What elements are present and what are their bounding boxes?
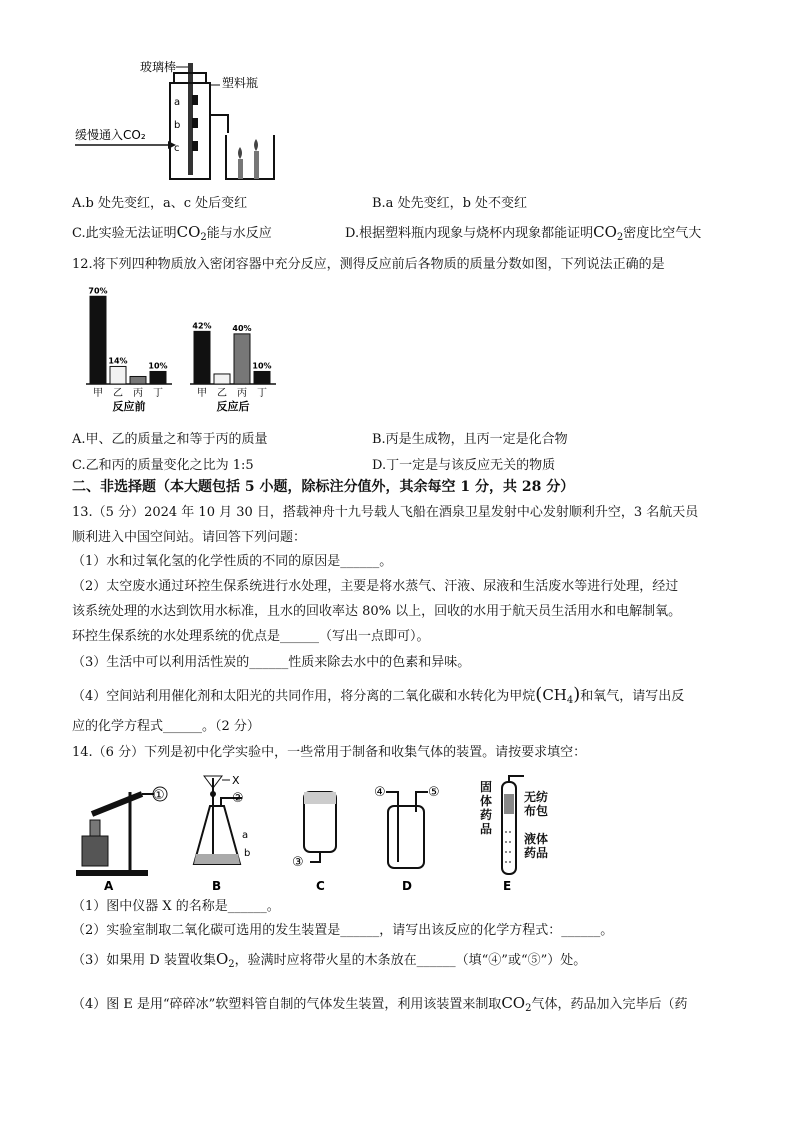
data-label: 10% [148, 361, 168, 371]
category-label: 丁 [153, 388, 163, 399]
q12-option-d: D.丁一定是与该反应无关的物质 [372, 458, 556, 473]
data-label: 42% [192, 321, 212, 331]
data-label: 14% [108, 356, 128, 366]
category-label: 甲 [197, 388, 207, 399]
q13-part2-a: （2）太空废水通过环控生保系统进行水处理，主要是将水蒸气、汗液、尿液和生活废水等进行处理，经过 [72, 579, 679, 594]
q13-part4-b: 应的化学方程式______。（2 分） [72, 719, 260, 734]
co2-experiment-figure [70, 55, 280, 185]
q14-part4 [72, 994, 688, 1018]
q12-option-a: A.甲、乙的质量之和等于丙的质量 [72, 432, 268, 447]
q14-p4-pre: （4）图 E 是用“碎碎冰”软塑料管自制的气体发生装置，利用该装置来制取 [72, 997, 502, 1012]
q12-bar-charts [86, 284, 286, 414]
label-e-caption: E [503, 879, 512, 892]
q11-c-pre: C.此实验无法证明 [72, 226, 177, 241]
q13-stem-2: 顺利进入中国空间站。请回答下列问题： [72, 530, 307, 545]
bar-丁 [150, 371, 166, 384]
category-label: 丙 [237, 388, 247, 399]
q14-stem: 14.（6 分）下列是初中化学实验中，一些常用于制备和收集气体的装置。请按要求填空： [72, 745, 587, 760]
data-label: 70% [88, 286, 108, 296]
q11-option-d [345, 222, 701, 243]
mark-a: a [174, 97, 181, 108]
data-label: 40% [232, 323, 252, 333]
q13-part3: （3）生活中可以利用活性炭的______性质来除去水中的色素和异味。 [72, 655, 471, 670]
label-circ1: ① [153, 788, 165, 803]
q14-p3-pre: （3）如果用 D 装置收集 [72, 953, 216, 968]
label-small-b: b [244, 848, 251, 859]
label-cloth-bag: 无纺布包 [524, 790, 549, 818]
bar-丁 [254, 371, 270, 384]
q11-option-b: B.a 处先变红，b 处不变红 [372, 196, 528, 211]
q13-part1: （1）水和过氧化氢的化学性质的不同的原因是______。 [72, 554, 393, 569]
label-solid-drug: 固体药品 [480, 780, 493, 836]
label-b-caption: B [212, 879, 222, 892]
category-label: 丁 [257, 388, 267, 399]
label-liquid-drug: 液体药品 [524, 832, 549, 860]
data-label: 10% [252, 361, 272, 371]
inlet-label: 缓慢通入CO₂ [75, 128, 146, 142]
bar-乙 [110, 366, 126, 384]
q11-d-sub: 2 [616, 232, 624, 243]
bar-丙 [130, 376, 146, 384]
bar-甲 [90, 296, 106, 384]
bar-丙 [234, 334, 250, 384]
q11-d-pre: D.根据塑料瓶内现象与烧杯内现象都能证明 [345, 226, 594, 241]
q12-option-c: C.乙和丙的质量变化之比为 1:5 [72, 458, 254, 473]
label-circ5: ⑤ [428, 785, 440, 800]
q14-part2: （2）实验室制取二氧化碳可选用的发生装置是______，请写出该反应的化学方程式：______。 [72, 923, 614, 938]
chart-after [190, 321, 276, 413]
chart-before [86, 286, 172, 413]
q13-p4-sub: 4 [566, 695, 574, 706]
q14-p4-chem: CO [501, 994, 526, 1012]
bar-乙 [214, 374, 230, 384]
apparatus-a [76, 787, 167, 892]
q13-p4-post: 和氧气，请写出反 [580, 689, 685, 704]
q12-stem: 12.将下列四种物质放入密闭容器中充分反应，测得反应前后各物质的质量分数如图，下列说法正确的是 [72, 257, 665, 272]
q14-p3-chem: O [215, 950, 229, 968]
q11-option-c [72, 222, 272, 243]
q12-option-b: B.丙是生成物，且丙一定是化合物 [372, 432, 568, 447]
chart-title: 反应后 [216, 400, 250, 413]
label-small-a: a [242, 830, 249, 841]
category-label: 丙 [133, 388, 143, 399]
label-c-caption: C [316, 879, 325, 892]
label-circ2: ② [232, 791, 244, 806]
q14-p3-post: ，验满时应将带火星的木条放在______（填“④”或“⑤”）处。 [234, 953, 587, 968]
q14-part1: （1）图中仪器 X 的名称是______。 [72, 899, 280, 914]
q13-p4-chem: CH [542, 686, 567, 704]
q13-part2-c: 环控生保系统的水处理系统的优点是______（写出一点即可）。 [72, 629, 430, 644]
q14-p3-sub: 2 [228, 959, 235, 970]
label-x: X [232, 774, 240, 787]
q11-d-post: 密度比空气大 [623, 226, 702, 241]
q13-stem-1: 13.（5 分）2024 年 10 月 30 日，搭载神舟十九号载人飞船在酒泉卫星发射中心发射顺利升空，3 名航天员 [72, 505, 699, 520]
q14-apparatus-figure [72, 772, 542, 892]
section2-heading: 二、非选择题（本大题包括 5 小题，除标注分值外，其余每空 1 分，共 28 分） [72, 479, 575, 495]
q13-part2-b: 该系统处理的水达到饮用水标准，且水的回收率达 80% 以上，回收的水用于航天员生活用水和电解制氧。 [72, 604, 682, 619]
apparatus-c [292, 792, 336, 892]
category-label: 乙 [217, 388, 227, 399]
apparatus-b [194, 774, 250, 892]
mark-c: c [174, 143, 180, 154]
q11-option-a: A.b 处先变红，a、c 处后变红 [72, 196, 248, 211]
q11-d-chem: CO [593, 223, 617, 241]
rod-label: 玻璃棒 [140, 60, 177, 74]
apparatus-e [502, 776, 524, 892]
q13-part4-a: （4）空间站利用催化剂和太阳光的共同作用，将分离的二氧化碳和水转化为甲烷$(CH_4)$和氧气，请写出反 [72, 684, 685, 706]
apparatus-d [374, 785, 440, 892]
bar-甲 [194, 331, 210, 384]
q13-p4-pre: （4）空间站利用催化剂和太阳光的共同作用，将分离的二氧化碳和水转化为甲烷 [72, 689, 536, 704]
category-label: 甲 [93, 388, 103, 399]
q11-c-sub: 2 [200, 232, 207, 243]
q14-p4-sub: 2 [525, 1003, 532, 1014]
category-label: 乙 [113, 388, 123, 399]
q14-p4-post: 气体，药品加入完毕后（药 [531, 997, 688, 1012]
q14-part3 [72, 950, 586, 974]
mark-b: b [174, 120, 181, 131]
q11-c-post: 能与水反应 [206, 226, 272, 241]
label-circ3: ③ [292, 855, 304, 870]
label-d-caption: D [402, 879, 412, 892]
chart-title: 反应前 [112, 400, 146, 413]
q11-c-chem: CO [176, 223, 201, 241]
bottle-label: 塑料瓶 [222, 76, 259, 90]
label-circ4: ④ [374, 785, 386, 800]
label-a-caption: A [104, 879, 114, 892]
